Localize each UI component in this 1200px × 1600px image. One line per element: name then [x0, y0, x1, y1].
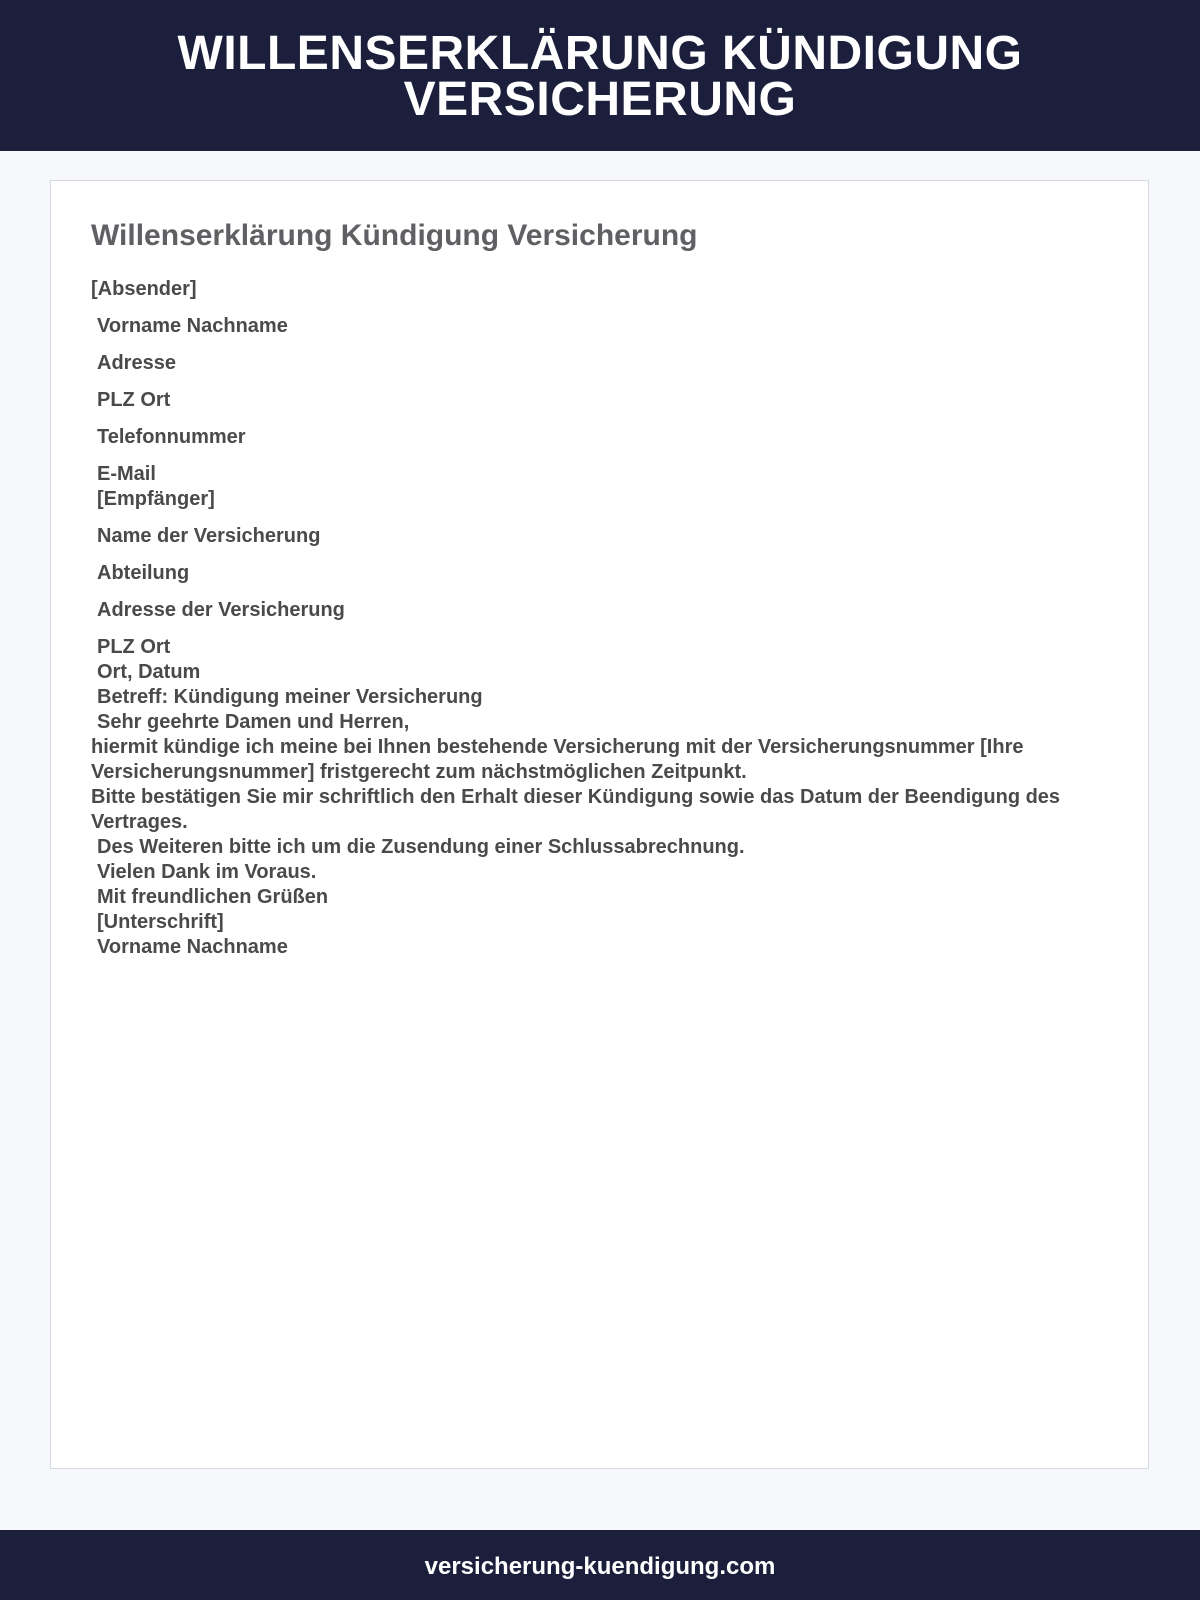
- recipient-insurer: Name der Versicherung: [97, 525, 321, 547]
- recipient-zip-city: PLZ Ort: [97, 636, 171, 658]
- paragraph-cancellation: hiermit kündige ich meine bei Ihnen bestehende Versicherung mit der Versicherungsnummer [Ihre Versicherungsnummer] fristgerecht zum nächstmöglichen Zeitpunkt.: [91, 736, 1030, 783]
- subject-line: Betreff: Kündigung meiner Versicherung: [97, 686, 483, 708]
- header-title-line1: WILLENSERKLÄRUNG KÜNDIGUNG: [177, 27, 1023, 80]
- thanks-line: Vielen Dank im Voraus.: [97, 861, 317, 883]
- paragraph-confirmation: Bitte bestätigen Sie mir schriftlich den Erhalt dieser Kündigung sowie das Datum der Beendigung des Vertrages.: [91, 786, 1066, 833]
- salutation: Sehr geehrte Damen und Herren,: [97, 711, 410, 733]
- closing-line: Mit freundlichen Grüßen: [97, 886, 329, 908]
- footer-site: versicherung-kuendigung.com: [424, 1553, 776, 1580]
- sender-zip-city: PLZ Ort: [97, 389, 171, 411]
- header-title: [0, 0, 1200, 126]
- sender-address: Adresse: [97, 352, 176, 374]
- recipient-label: [Empfänger]: [97, 488, 215, 510]
- signer-name: Vorname Nachname: [97, 936, 288, 958]
- signature-placeholder: [Unterschrift]: [97, 911, 224, 933]
- sender-name: Vorname Nachname: [97, 315, 288, 337]
- letter-card: [50, 180, 1149, 1469]
- sender-phone: Telefonnummer: [97, 426, 246, 448]
- page-header: [0, 0, 1200, 151]
- sender-label: [Absender]: [91, 278, 197, 300]
- page-footer: [0, 1530, 1200, 1600]
- letter-body: [91, 277, 1101, 960]
- place-date: Ort, Datum: [97, 661, 201, 683]
- recipient-address: Adresse der Versicherung: [97, 599, 345, 621]
- paragraph-final-statement: Des Weiteren bitte ich um die Zusendung einer Schlussabrechnung.: [97, 836, 745, 858]
- header-title-line2: VERSICHERUNG: [403, 73, 797, 126]
- sender-email: E-Mail: [97, 463, 156, 485]
- recipient-department: Abteilung: [97, 562, 190, 584]
- document-title: Willenserklärung Kündigung Versicherung: [91, 219, 698, 252]
